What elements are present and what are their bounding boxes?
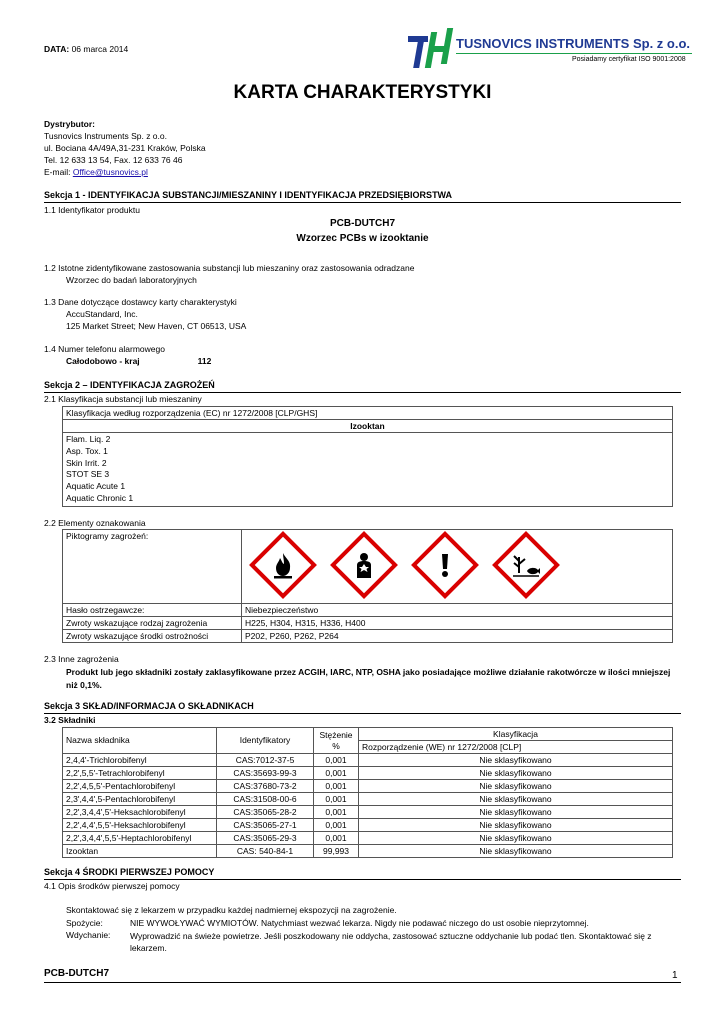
company-logo — [408, 28, 693, 72]
col-conc-header: Stężenie % — [314, 728, 359, 754]
class-item: Aquatic Chronic 1 — [66, 492, 134, 503]
table-cell: Nie sklasyfikowano — [359, 806, 673, 819]
table-cell: 2,4,4'-Trichlorobifenyl — [63, 754, 217, 767]
table-cell: CAS:31508-00-6 — [217, 793, 314, 806]
col-class-header: Klasyfikacja — [359, 728, 673, 741]
class-substance: Izooktan — [63, 420, 673, 433]
s23-text: Produkt lub jego składniki zostały zaklasyfikowane przez ACGIH, IARC, NTP, OSHA jako posiadające możliwe działanie rakotwórcze w ilości mniejszej niż 0,1%. — [66, 667, 671, 690]
inhalation-label: Wdychanie: — [66, 930, 111, 940]
section2-heading: Sekcja 2 – IDENTYFIKACJA ZAGROŻEŃ — [44, 380, 215, 390]
table-cell: 2,2',3,4,4',5,5'-Heptachlorobifenyl — [63, 832, 217, 845]
table-row — [63, 832, 673, 845]
table-cell: 99,993 — [314, 845, 359, 858]
s22-label: 2.2 Elementy oznakowania — [44, 518, 146, 528]
s12-block: 1.2 Istotne zidentyfikowane zastosowania substancji lub mieszaniny oraz zastosowania odradzane Wzorzec do badań laboratoryjnych — [44, 263, 415, 285]
exclamation-icon — [416, 536, 474, 594]
s11-label: 1.1 Identyfikator produktu — [44, 205, 140, 215]
flame-icon — [254, 536, 312, 594]
table-cell: 0,001 — [314, 780, 359, 793]
class-header: Klasyfikacja według rozporządzenia (EC) nr 1272/2008 [CLP/GHS] — [63, 407, 673, 420]
inhalation-text: Wyprowadzić na świeże powietrze. Jeśli poszkodowany nie oddycha, zastosować sztuczne oddychanie lub podać tlen. Skontaktować się z lekarzem. — [130, 931, 652, 953]
class-item: STOT SE 3 — [66, 469, 110, 480]
table-cell: 2,2',5,5'-Tetrachlorobifenyl — [63, 767, 217, 780]
table-cell: CAS:35693-99-3 — [217, 767, 314, 780]
s21-label: 2.1 Klasyfikacja substancji lub mieszaniny — [44, 394, 202, 404]
table-cell: Nie sklasyfikowano — [359, 832, 673, 845]
table-cell: 0,001 — [314, 806, 359, 819]
table-cell: CAS: 540-84-1 — [217, 845, 314, 858]
table-cell: 2,3',4,4',5-Pentachlorobifenyl — [63, 793, 217, 806]
table-row — [63, 806, 673, 819]
precautionary-statements-label: Zwroty wskazujące środki ostrożności — [63, 630, 242, 643]
classification-table — [62, 406, 673, 507]
health-hazard-icon — [335, 536, 393, 594]
table-row — [63, 754, 673, 767]
s23-label: 2.3 Inne zagrożenia — [44, 654, 119, 664]
hazard-statements-value: H225, H304, H315, H336, H400 — [242, 617, 673, 630]
signal-word-label: Hasło ostrzegawcze: — [63, 604, 242, 617]
table-cell: 0,001 — [314, 793, 359, 806]
table-cell: Nie sklasyfikowano — [359, 754, 673, 767]
table-row — [63, 845, 673, 858]
ingredients-table — [62, 727, 673, 858]
class-items-cell — [63, 433, 673, 507]
s32-label: 3.2 Składniki — [44, 715, 96, 725]
distributor-block: Dystrybutor: Tusnovics Instruments Sp. z o.o. ul. Bociana 4A/49A,31-231 Kraków, Polska Tel. 12 633 13 54, Fax. 12 633 76 46 E-mail: Office@tusnovics.pl — [44, 119, 206, 177]
ingestion-text: NIE WYWOŁYWAĆ WYMIOTÓW. Natychmiast wezwać lekarza. Nigdy nie podawać niczego do ust osobie nieprzytomnej. — [130, 918, 589, 928]
col-class-sub-header: Rozporządzenie (WE) nr 1272/2008 [CLP] — [359, 741, 673, 754]
product-name: PCB-DUTCH7 — [330, 218, 395, 229]
class-item: Aquatic Acute 1 — [66, 481, 126, 492]
table-cell: Nie sklasyfikowano — [359, 793, 673, 806]
table-cell: Nie sklasyfikowano — [359, 780, 673, 793]
environment-icon — [497, 536, 555, 594]
table-cell: 2,2',3,4,4',5'-Heksachlorobifenyl — [63, 806, 217, 819]
s41-label: 4.1 Opis środków pierwszej pomocy — [44, 881, 180, 891]
page-number: 1 — [672, 970, 678, 981]
table-cell: Nie sklasyfikowano — [359, 819, 673, 832]
table-cell: 0,001 — [314, 754, 359, 767]
iso-certificate: Posiadamy certyfikat ISO 9001:2008 — [572, 56, 686, 63]
company-name: TUSNOVICS INSTRUMENTS Sp. z o.o. — [456, 36, 691, 51]
hazard-statements-label: Zwroty wskazujące rodzaj zagrożenia — [63, 617, 242, 630]
table-cell: CAS:37680-73-2 — [217, 780, 314, 793]
section4-heading: Sekcja 4 ŚRODKI PIERWSZEJ POMOCY — [44, 867, 215, 877]
product-description: Wzorzec PCBs w izooktanie — [296, 233, 429, 244]
footer-product: PCB-DUTCH7 — [44, 968, 109, 979]
class-item: Flam. Liq. 2 — [66, 434, 111, 444]
table-cell: Nie sklasyfikowano — [359, 845, 673, 858]
document-date: DATA: 06 marca 2014 — [44, 44, 129, 54]
table-cell: 0,001 — [314, 832, 359, 845]
section1-heading: Sekcja 1 - IDENTYFIKACJA SUBSTANCJI/MIESZANINY I IDENTYFIKACJA PRZEDSIĘBIORSTWA — [44, 190, 453, 200]
class-item: Skin Irrit. 2 — [66, 457, 107, 468]
s14-block: 1.4 Numer telefonu alarmowego Całodobowo - kraj 112 — [44, 344, 212, 366]
precautionary-statements-value: P202, P260, P262, P264 — [242, 630, 673, 643]
ingestion-label: Spożycie: — [66, 918, 103, 928]
col-name-header: Nazwa składnika — [63, 728, 217, 754]
th-logo-mark — [408, 28, 458, 70]
table-row — [63, 780, 673, 793]
table-cell: CAS:7012-37-5 — [217, 754, 314, 767]
col-id-header: Identyfikatory — [217, 728, 314, 754]
table-cell: Nie sklasyfikowano — [359, 767, 673, 780]
pictograms-cell — [242, 530, 673, 604]
table-row — [63, 819, 673, 832]
table-cell: Izooktan — [63, 845, 217, 858]
first-aid-intro: Skontaktować się z lekarzem w przypadku każdej nadmiernej ekspozycji na zagrożenie. — [66, 905, 397, 915]
table-cell: 0,001 — [314, 819, 359, 832]
table-cell: 2,2',4,4',5,5'-Heksachlorobifenyl — [63, 819, 217, 832]
table-row — [63, 793, 673, 806]
page-title: KARTA CHARAKTERYSTYKI — [233, 82, 492, 103]
s13-block: 1.3 Dane dotyczące dostawcy karty charakterystyki AccuStandard, Inc. 125 Market Street; New Haven, CT 06513, USA — [44, 297, 247, 331]
email-link[interactable]: Office@tusnovics.pl — [72, 167, 148, 177]
table-cell: CAS:35065-28-2 — [217, 806, 314, 819]
table-cell: CAS:35065-29-3 — [217, 832, 314, 845]
table-cell: 0,001 — [314, 767, 359, 780]
section3-heading: Sekcja 3 SKŁAD/INFORMACJA O SKŁADNIKACH — [44, 701, 254, 711]
table-row — [63, 767, 673, 780]
pictograms-label: Piktogramy zagrożeń: — [63, 530, 242, 604]
table-cell: CAS:35065-27-1 — [217, 819, 314, 832]
signal-word-value: Niebezpieczeństwo — [242, 604, 673, 617]
class-item: Asp. Tox. 1 — [66, 445, 108, 456]
table-cell: 2,2',4,5,5'-Pentachlorobifenyl — [63, 780, 217, 793]
labelling-table — [62, 529, 673, 643]
